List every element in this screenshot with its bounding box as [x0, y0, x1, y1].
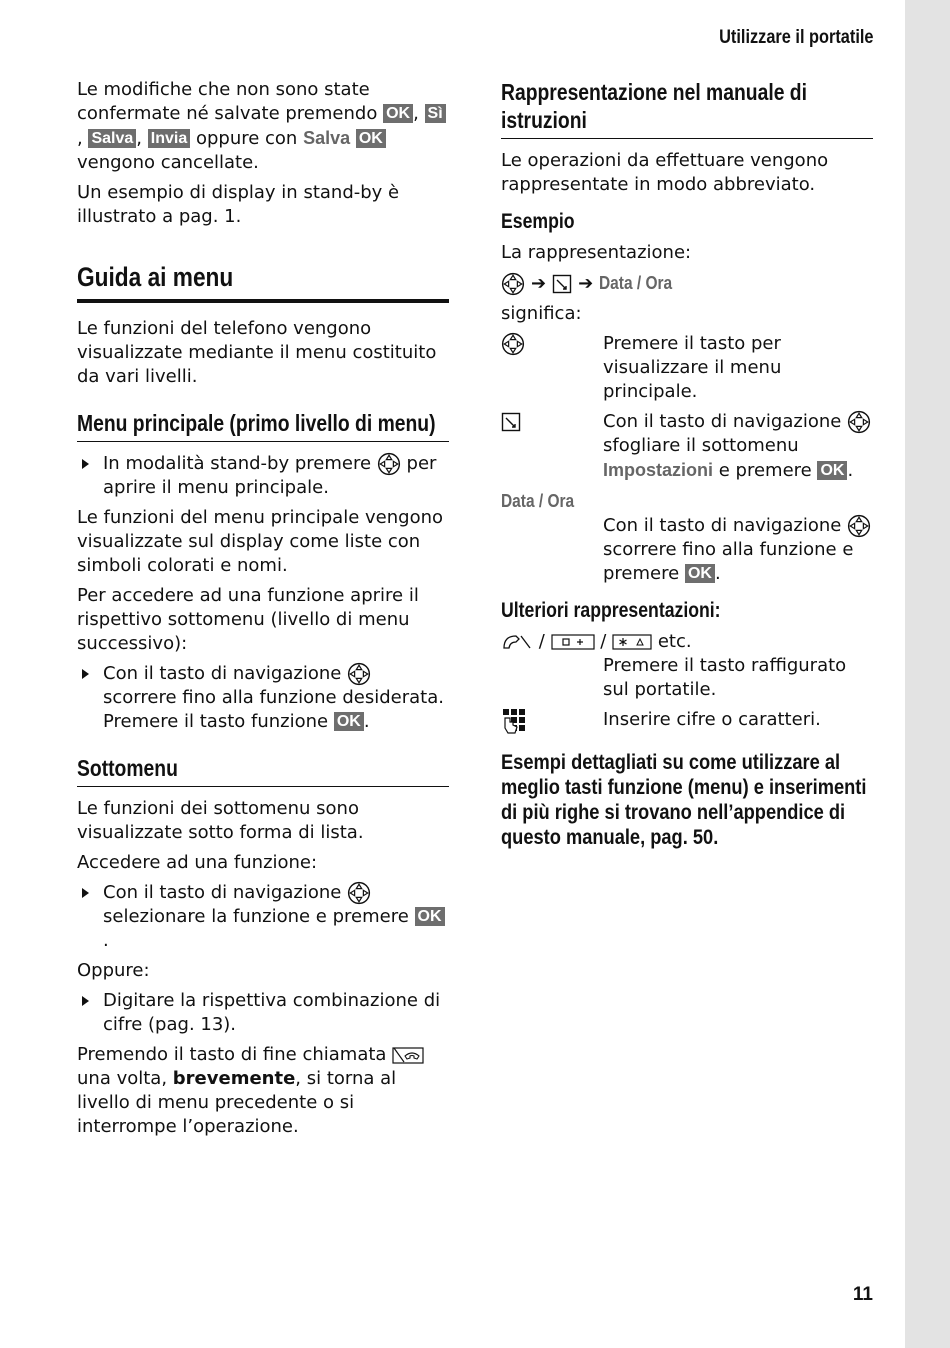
submenu-heading: Sottomenu [77, 754, 449, 787]
intro-paragraph: Le modifiche che non sono state confermate né salvate premendo OK , Sì, Salva , Invia oppure con Salva OK vengono cancellate. [77, 78, 449, 175]
more-representations-heading: Ulteriori rappresentazioni: [501, 599, 721, 622]
nav-key-icon [847, 410, 871, 434]
nav-key-icon [347, 662, 371, 686]
nav-key-icon [847, 514, 871, 538]
main-menu-step: In modalità stand-by premere per aprire il menu principale. [77, 452, 449, 500]
keys-example: / / etc. [501, 630, 873, 654]
star-key-icon [612, 632, 652, 652]
settings-display-label: Impostazioni [603, 460, 714, 480]
arrow-right-icon: ➔ [531, 273, 547, 294]
date-time-display-label: Data / Ora [501, 491, 575, 511]
bullet-arrow-icon [82, 996, 89, 1006]
main-menu-scroll-step: Con il tasto di navigazione scorrere fino alla funzione desiderata. Premere il tasto funzione OK . [77, 662, 449, 734]
ok-key: OK [356, 129, 386, 148]
ok-key: OK [334, 712, 364, 731]
means-label: significa: [501, 303, 582, 324]
keypad-icon [501, 708, 529, 736]
bullet-arrow-icon [82, 459, 89, 469]
si-key: Sì [425, 104, 446, 123]
right-column [501, 78, 873, 850]
salva-key: Salva [88, 129, 136, 148]
submenu-select-step: Con il tasto di navigazione selezionare la funzione e premere OK. [77, 881, 449, 953]
salva-display-label: Salva [303, 128, 351, 148]
page-edge-strip [905, 0, 950, 1348]
representation-row: Con il tasto di navigazione sfogliare il sottomenu Impostazioni e premere OK . [501, 410, 873, 483]
representation-row [501, 489, 873, 514]
standby-paragraph: Un esempio di display in stand-by è illustrato a pag. 1. [77, 182, 400, 227]
page-number: 11 [852, 1284, 873, 1305]
ok-key: OK [685, 564, 715, 583]
example-heading: Esempio [501, 210, 575, 233]
submenu-access-label: Accedere ad una funzione: [77, 852, 318, 873]
nav-key-icon [347, 881, 371, 905]
invia-key: Invia [148, 129, 190, 148]
submenu-access-paragraph: Per accedere ad una funzione aprire il rispettivo sottomenu (livello di menu successivo): [77, 585, 419, 654]
representation-row: Premere il tasto per visualizzare il menu principale. [501, 332, 873, 404]
menu-intro-paragraph: Le funzioni del telefono vengono visualizzate mediante il menu costituito da vari livelli. [77, 318, 437, 387]
nav-key-icon [377, 452, 401, 476]
detailed-examples-note: Esempi dettagliati su come utilizzare al meglio tasti funzione (menu) e inserimenti di più righe si trovano nell’appendice di questo manuale, pag. 50. [501, 751, 867, 849]
left-column [77, 78, 449, 1145]
main-menu-paragraph: Le funzioni del menu principale vengono visualizzate sul display come liste con simboli colorati e nomi. [77, 507, 444, 576]
ok-key: OK [415, 907, 445, 926]
bullet-arrow-icon [82, 888, 89, 898]
settings-menu-icon [501, 412, 521, 432]
end-call-paragraph: Premendo il tasto di fine chiamata una volta, brevemente, si torna al livello di menu precedente o si interrompe l’operazione. [77, 1043, 449, 1139]
zero-plus-key-icon [551, 632, 595, 652]
talk-key-icon [501, 632, 533, 652]
representation-paragraph: Le operazioni da effettuare vengono rappresentate in modo abbreviato. [501, 150, 829, 195]
end-call-key-icon [392, 1045, 424, 1065]
settings-menu-icon [552, 274, 572, 294]
or-label: Oppure: [77, 960, 150, 981]
example-intro: La rappresentazione: [501, 242, 692, 263]
representation-heading: Rappresentazione nel manuale di istruzioni [501, 78, 873, 139]
representation-row: Con il tasto di navigazione scorrere fino alla funzione e premere OK . [501, 514, 873, 586]
date-time-display-label: Data / Ora [599, 273, 673, 293]
arrow-right-icon: ➔ [578, 273, 594, 294]
example-path [501, 271, 873, 296]
representation-row: Inserire cifre o caratteri. [501, 708, 873, 736]
bullet-arrow-icon [82, 669, 89, 679]
section-title: Guida ai menu [77, 259, 449, 303]
nav-key-icon [501, 272, 525, 296]
nav-key-icon [501, 332, 525, 356]
representation-row: Premere il tasto raffigurato sul portatile. [603, 655, 847, 700]
running-header: Utilizzare il portatile [718, 27, 873, 48]
ok-key: OK [817, 461, 847, 480]
submenu-paragraph: Le funzioni dei sottomenu sono visualizzate sotto forma di lista. [77, 798, 364, 843]
main-menu-heading: Menu principale (primo livello di menu) [77, 409, 449, 442]
ok-key: OK [383, 104, 413, 123]
digit-combination-step: Digitare la rispettiva combinazione di cifre (pag. 13). [77, 989, 449, 1037]
